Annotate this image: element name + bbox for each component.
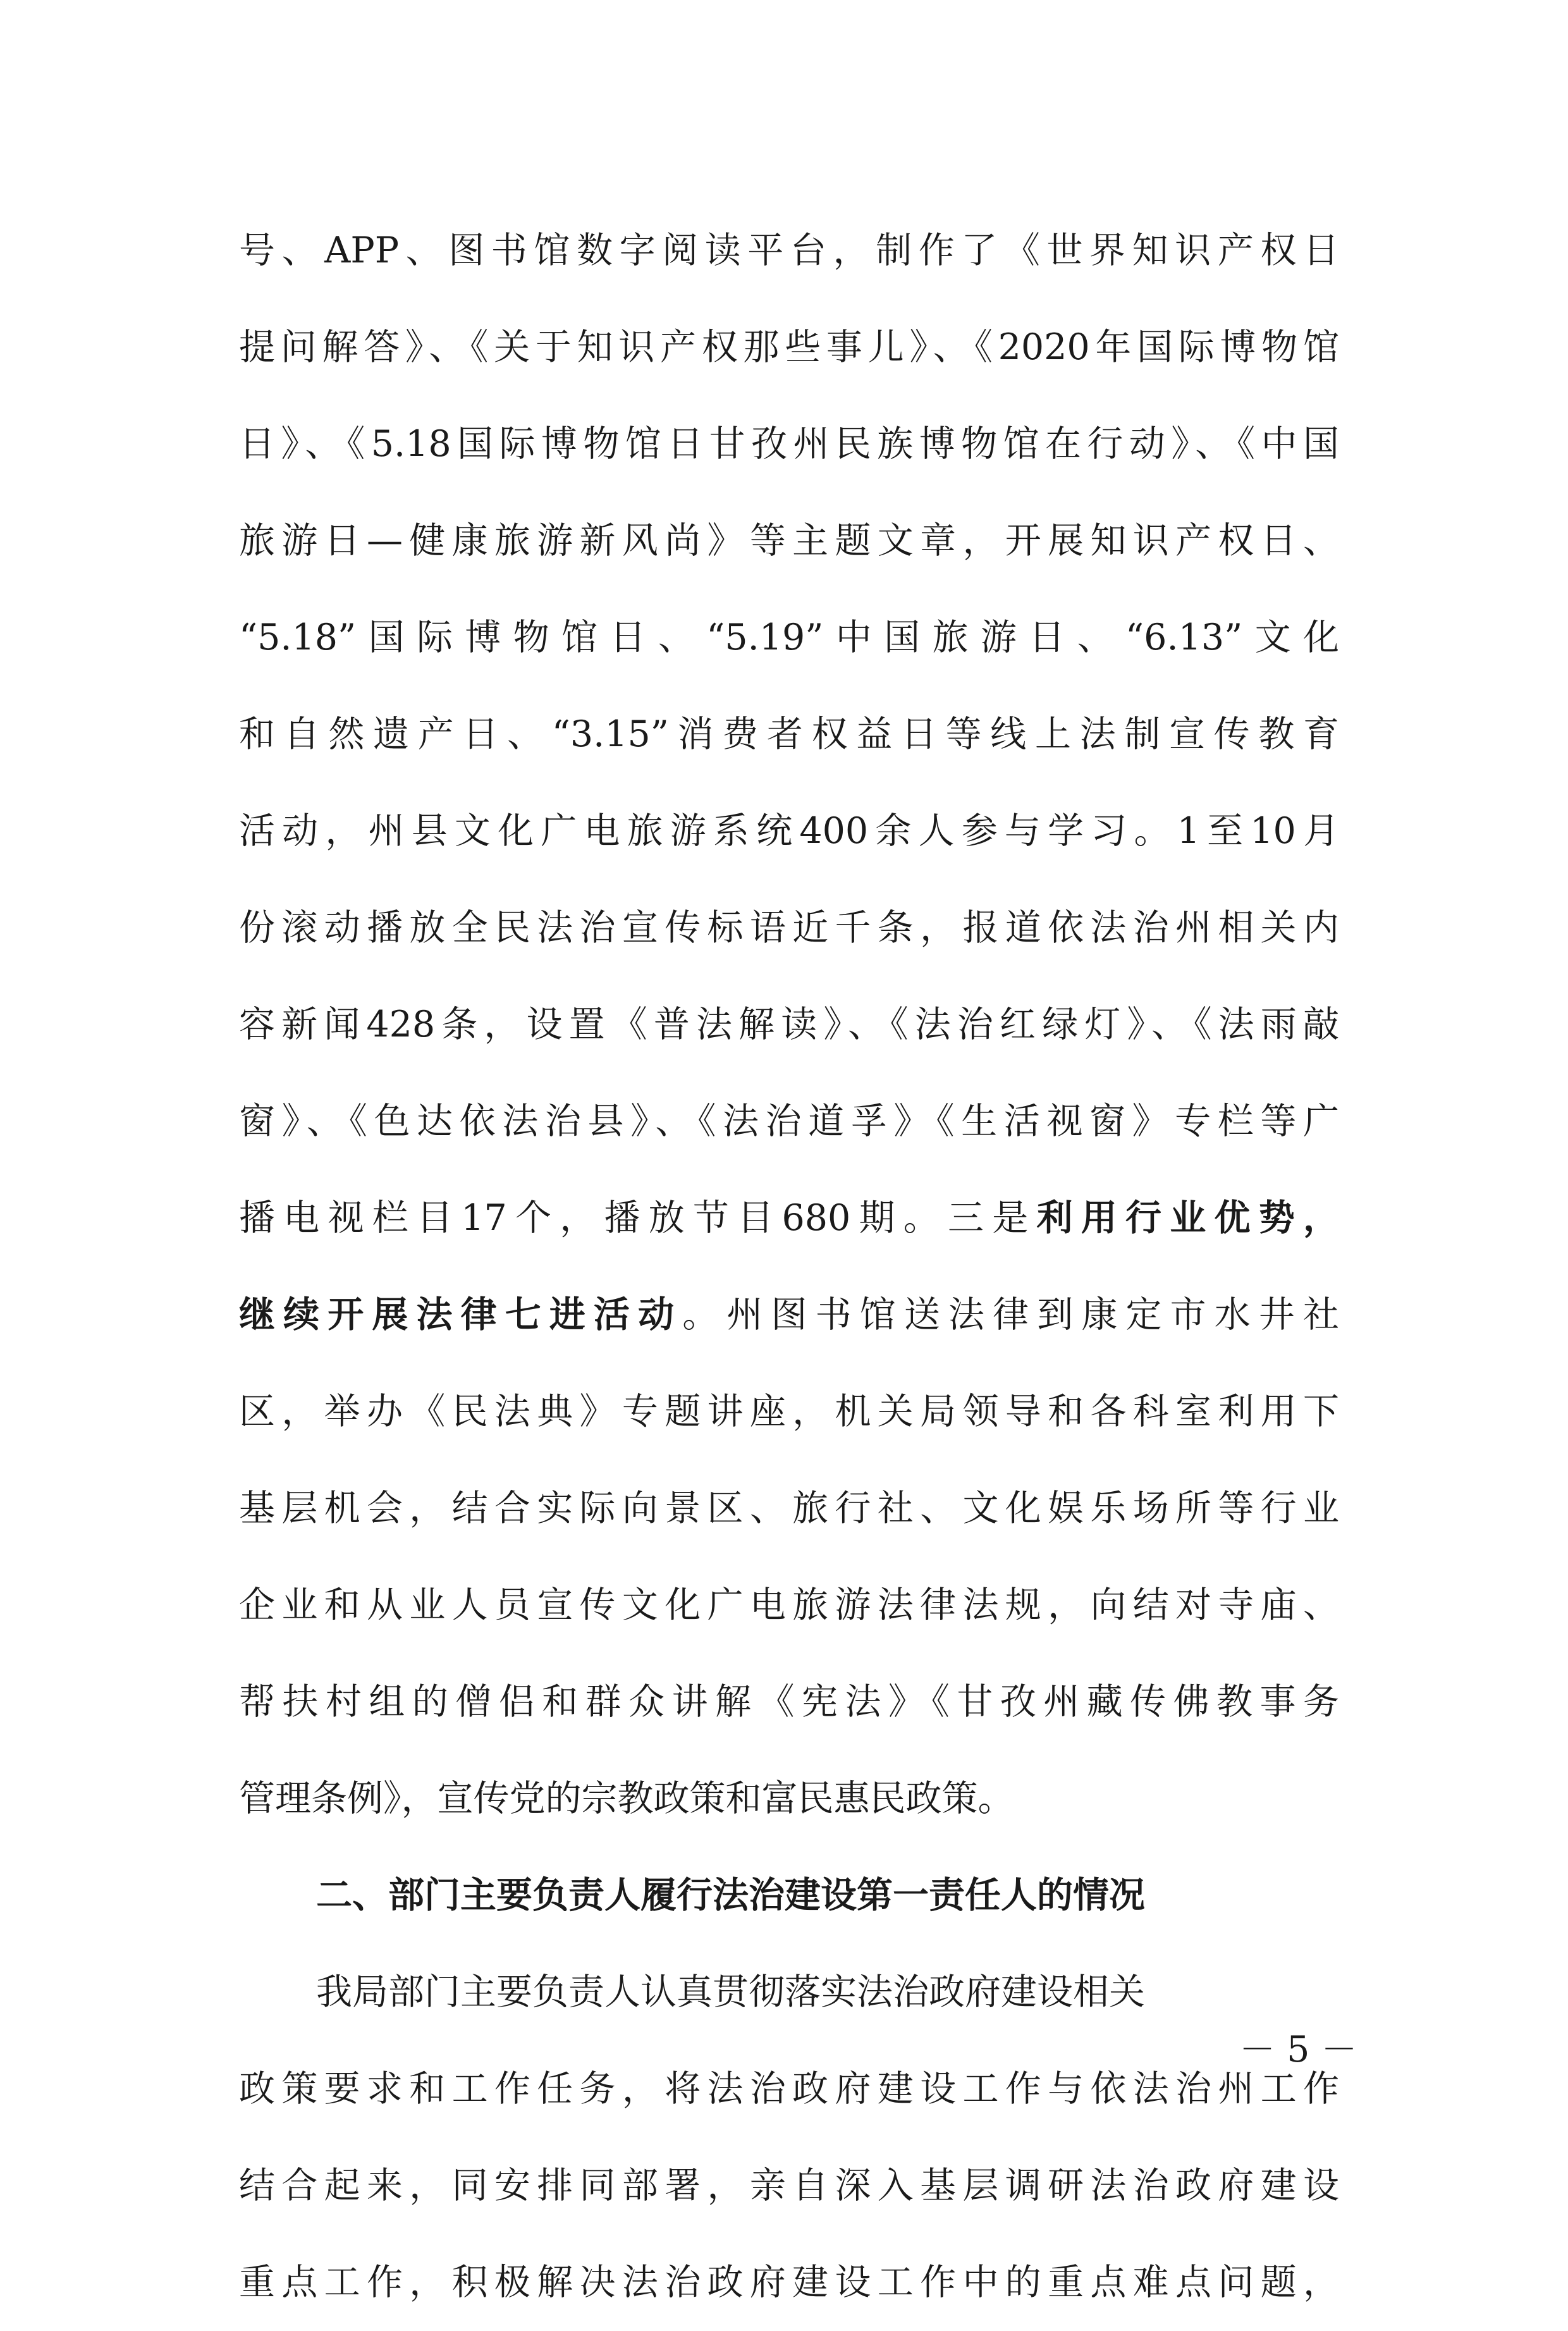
text-line: “5.18”国际博物馆日、“5.19”中国旅游日、“6.13”文化	[239, 617, 1339, 658]
section-heading: 二、部门主要负责人履行法治建设第一责任人的情况	[316, 1874, 1145, 1916]
text-line: 企业和从业人员宣传文化广电旅游法律法规，向结对寺庙、	[239, 1584, 1339, 1626]
text-line: 号、APP、图书馆数字阅读平台，制作了《世界知识产权日	[239, 230, 1339, 271]
text-line: 和自然遗产日、“3.15”消费者权益日等线上法制宣传教育	[239, 713, 1339, 755]
text-line: 日》、《5.18国际博物馆日甘孜州民族博物馆在行动》、《中国	[239, 423, 1339, 465]
text-line: 帮扶村组的僧侣和群众讲解《宪法》《甘孜州藏传佛教事务	[239, 1681, 1339, 1723]
text-line: 旅游日—健康旅游新风尚》等主题文章，开展知识产权日、	[239, 520, 1339, 562]
text-line: 活动，州县文化广电旅游系统400余人参与学习。1至10月	[239, 810, 1339, 852]
text-line: 区，举办《民法典》专题讲座，机关局领导和各科室利用下	[239, 1391, 1339, 1432]
text-segment: 。州图书馆送法律到康定市水井社	[682, 1294, 1339, 1336]
text-line: 容新闻428条，设置《普法解读》、《法治红绿灯》、《法雨敲	[239, 1004, 1339, 1045]
text-line: 结合起来，同安排同部署，亲自深入基层调研法治政府建设	[239, 2165, 1339, 2206]
text-line: 基层机会，结合实际向景区、旅行社、文化娱乐场所等行业	[239, 1487, 1339, 1529]
document-body	[239, 202, 1339, 2331]
text-line: 政策要求和工作任务，将法治政府建设工作与依法治州工作	[239, 2068, 1339, 2110]
text-segment: 播电视栏目17个，播放节目680期。三是	[239, 1197, 1037, 1239]
page-number: － 5 －	[1239, 2029, 1357, 2070]
text-line	[239, 1267, 1339, 1363]
text-line	[239, 1170, 1339, 1267]
bold-emphasis: 利用行业优势，	[1036, 1197, 1340, 1239]
text-line: 管理条例》，宣传党的宗教政策和富民惠民政策。	[239, 1778, 1014, 1819]
text-line: 提问解答》、《关于知识产权那些事儿》、《2020年国际博物馆	[239, 326, 1339, 368]
bold-emphasis: 继续开展法律七进活动	[239, 1294, 683, 1336]
text-line: 窗》、《色达依法治县》、《法治道孚》《生活视窗》专栏等广	[239, 1100, 1339, 1142]
text-line: 重点工作，积极解决法治政府建设工作中的重点难点问题，	[239, 2261, 1339, 2303]
text-line: 份滚动播放全民法治宣传标语近千条，报道依法治州相关内	[239, 907, 1339, 949]
text-line: 我局部门主要负责人认真贯彻落实法治政府建设相关	[316, 1971, 1145, 2013]
